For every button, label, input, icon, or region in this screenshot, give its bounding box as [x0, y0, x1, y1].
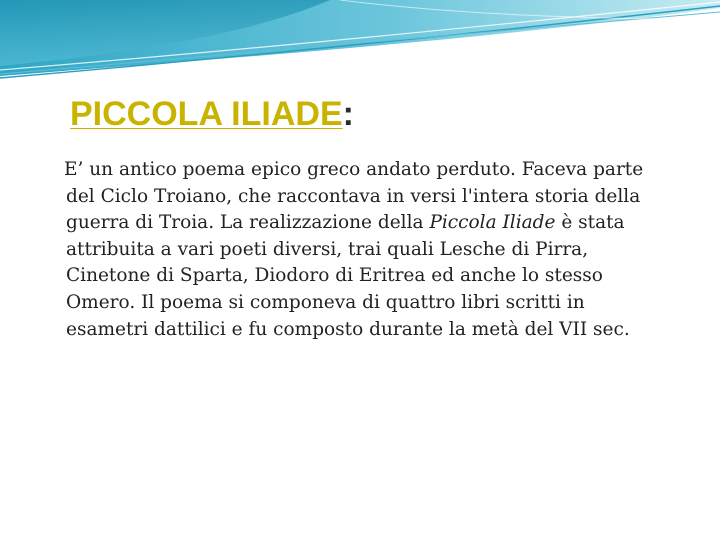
title-colon: : [342, 95, 354, 133]
decorative-wave-band [0, 0, 720, 90]
slide-title [70, 92, 354, 136]
body-text-part2: è stata attribuita a vari poeti diversi, trai quali Lesche di Pirra, Cinetone di Sparta, Diodoro di Eritrea ed anche lo stesso Omero. Il poema si componeva di quattro libri scritti in esametri dattilici e fu composto durante la metà del VII sec. [66, 212, 630, 340]
body-text-part1: E’ un antico poema epico greco andato perduto. Faceva parte del Ciclo Troiano, che raccontava in versi l'intera storia della guerra di Troia. La realizzazione della [64, 159, 644, 234]
body-italic-title: Piccola Iliade [429, 212, 556, 234]
body-paragraph [66, 157, 666, 343]
title-link-text[interactable]: PICCOLA ILIADE [70, 95, 343, 133]
